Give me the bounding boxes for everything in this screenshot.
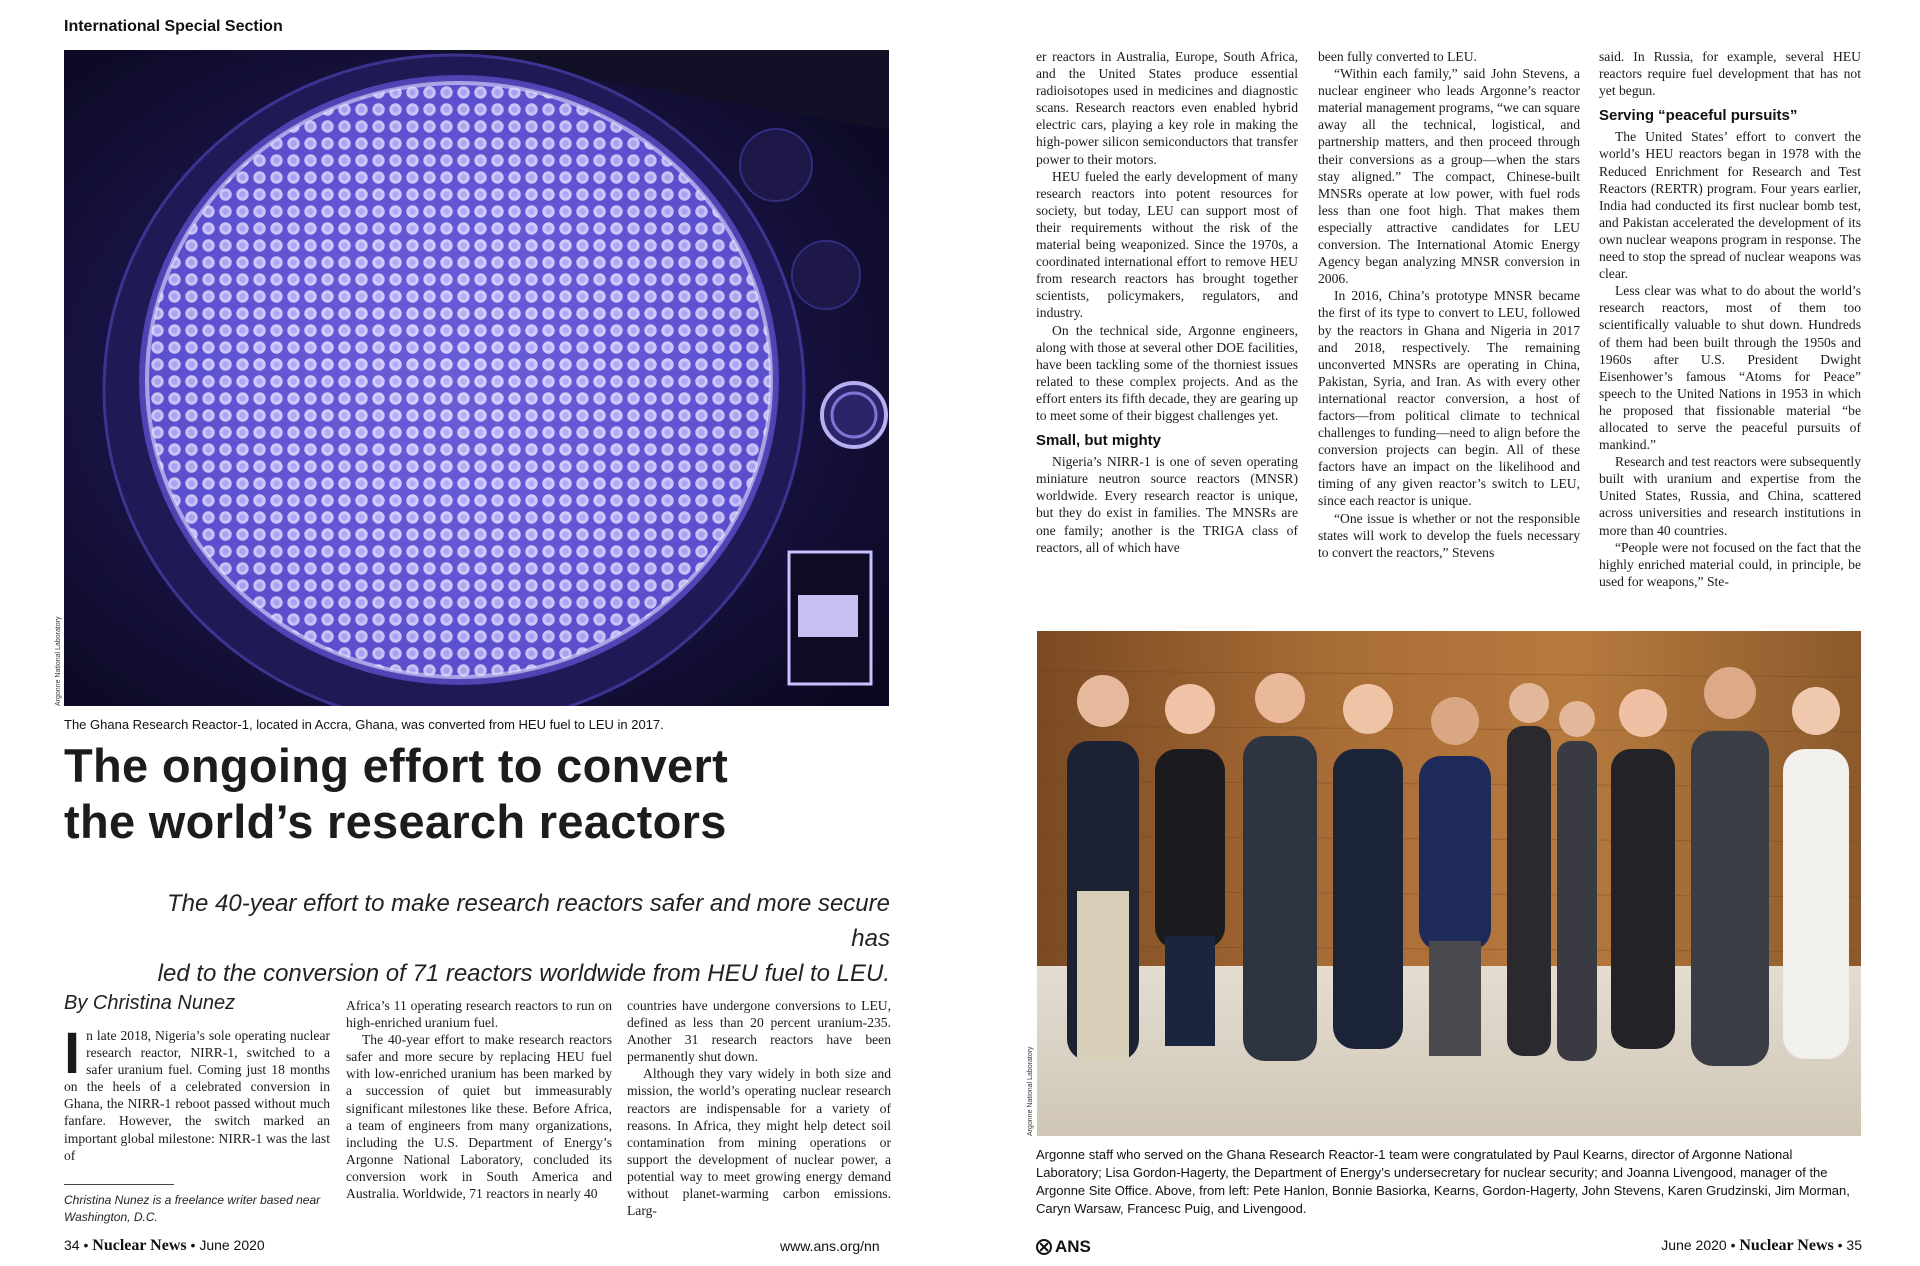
paragraph: Less clear was what to do about the world’s research reactors, most of them too scientifically valuable to shut down. Hundreds of them had been built through the 1950s and 1960s after U.S. President Dwight Eisenhower’s famous “Atoms for Peace” speech to the United Nations in 1953 in which he proposed that fissionable material “be allocated to serve the peaceful pursuits of mankind.” — [1599, 283, 1861, 453]
reactor-core-illustration — [64, 50, 889, 706]
text-column — [64, 1021, 330, 1164]
photo-caption: Argonne staff who served on the Ghana Research Reactor-1 team were congratulated by Paul Kearns, director of Argonne National Laboratory; Lisa Gordon-Hagerty, the Department of Energy’s undersecretary for nuclear security; and Joanna Livengood, manager of the Argonne Site Office. Above, from left: Pete Hanlon, Bonnie Basiorka, Kearns, Gordon-Hagerty, John Stevens, Karen Grudzinski, Jim Morman, Caryn Warsaw, Francesc Puig, and Livengood. — [1036, 1147, 1850, 1216]
bio-divider — [64, 1184, 174, 1185]
paragraph: HEU fueled the early development of many research reactors into potent resources for society, but today, LEU can support most of their requirements without the risk of the material being weaponized. Since the 1970s, a coordinated international effort to remove HEU from research reactors has brought together scientists, policymakers, regulators, and industry. — [1036, 168, 1298, 321]
subheading: Serving “peaceful pursuits” — [1599, 107, 1798, 125]
paragraph: “Within each family,” said John Stevens, a nuclear engineer who leads Argonne’s reactor material management programs, “we can square away all the technical, logistical, and partnership matters, and then proceed through their conversions as a group—when the stars stay aligned.” The compact, Chinese-built MNSRs operate at low power, with fuel rods less than one foot high. That makes them especially attractive candidates for LEU conversion. The International Atomic Energy Agency began analyzing MNSR conversion in 2006. — [1318, 66, 1580, 287]
team-photo-illustration — [1037, 631, 1861, 1136]
paragraph: countries have undergone conversions to LEU, defined as less than 20 percent uranium-235. Another 31 research reactors have been permanently shut down. — [627, 998, 891, 1065]
logo-text: ANS — [1055, 1237, 1091, 1256]
paragraph: said. In Russia, for example, several HEU reactors require fuel development that has not yet begun. — [1599, 49, 1861, 99]
paragraph: been fully converted to LEU. — [1318, 49, 1477, 64]
paragraph: The United States’ effort to convert the world’s HEU reactors began in 1978 with the Reduced Enrichment for Research and Test Reactors (RERTR) program. Four years earlier, India had conducted its first nuclear bomb test, and Pakistan accelerated the development of its own nuclear weapons program in response. The need to stop the spread of nuclear weapons was clear. — [1599, 129, 1861, 282]
paragraph: Africa’s 11 operating research reactors to run on high-enriched uranium fuel. — [346, 998, 612, 1031]
website-link[interactable]: www.ans.org/nn — [780, 1238, 880, 1254]
left-folio: 34 • Nuclear News • June 2020 — [64, 1237, 265, 1254]
headline-line: The ongoing effort to convert — [64, 739, 729, 792]
paragraph: The 40-year effort to make research reactors safer and more secure by replacing HEU fuel with low-enriched uranium has been marked by a succession of quiet but immeasurably significant milestones like these. Before Africa, a team of engineers from many organizations, including the U.S. Department of Energy’s Argonne National Laboratory, concluded its conversion work in South America and Australia. Worldwide, 71 reactors in nearly 40 — [346, 1032, 612, 1202]
paragraph: Although they vary widely in both size and mission, the world’s operating nuclear research reactors are indispensable for a variety of reasons. In Africa, they might help detect soil contamination from mining operations or support the development of nuclear power, a potential way to meet growing energy demand without planet-warming carbon emissions. Larg- — [627, 1066, 891, 1219]
reactor-core-photo — [64, 50, 889, 706]
text-column — [1036, 48, 1298, 556]
ans-logo — [1036, 1237, 1091, 1257]
paragraph — [64, 1021, 330, 1164]
text-column — [1599, 48, 1861, 590]
paragraph: “People were not focused on the fact that the highly enriched material could, in principle, be used for weapons,” Ste- — [1599, 539, 1861, 589]
text-column — [1318, 48, 1580, 561]
paragraph: Nigeria’s NIRR-1 is one of seven operating miniature neutron source reactors (MNSR) worldwide. Every research reactor is unique, but they do exist in families. The MNSRs are one family; another is the TRIGA class of reactors, all of which have — [1036, 454, 1298, 555]
photo-credit: Argonne National Laboratory — [55, 616, 62, 706]
paragraph: er reactors in Australia, Europe, South Africa, and the United States produce essential radioisotopes used in medicines and diagnostic scans. Research reactors even enabled hybrid electric cars, playing a key role in making the high-power silicon semiconductors that transfer power to their motors. — [1036, 49, 1298, 167]
deck-line: The 40-year effort to make research reactors safer and more secure has — [167, 890, 890, 952]
magazine-name: Nuclear News — [1739, 1237, 1834, 1254]
author-bio: Christina Nunez is a freelance writer based near Washington, D.C. — [64, 1193, 321, 1224]
page-number: 34 — [64, 1237, 80, 1253]
headline-line: the world’s research reactors — [64, 795, 727, 848]
team-photo — [1037, 631, 1861, 1136]
byline: By Christina Nunez — [64, 992, 236, 1014]
issue-date: June 2020 — [1661, 1237, 1727, 1253]
headline — [64, 738, 824, 850]
deck-line: led to the conversion of 71 reactors worldwide from HEU fuel to LEU. — [157, 960, 890, 987]
paragraph: Research and test reactors were subsequently built with uranium and expertise from the United States, Russia, and China, scattered across universities and research institutions in more than 40 countries. — [1599, 454, 1861, 538]
magazine-name: Nuclear News — [92, 1237, 187, 1254]
ans-mark-icon — [1036, 1239, 1052, 1255]
deck — [130, 886, 890, 991]
text-column — [346, 997, 612, 1202]
paragraph: “One issue is whether or not the responsible states will work to develop the fuels necessary to convert the reactors,” Stevens — [1318, 510, 1580, 560]
section-label: International Special Section — [64, 18, 283, 35]
page-number: 35 — [1846, 1237, 1862, 1253]
paragraph: In 2016, China’s prototype MNSR became the first of its type to convert to LEU, followed by the reactors in Ghana and Nigeria in 2017 and 2018, respectively. The remaining unconverted MNSRs are operating in China, Pakistan, Syria, and Iran. As with every other international reactor conversion, a host of factors—from political climate to technical challenges to funding—need to align before the conversion projects can begin. All of these factors have an impact on the likelihood and timing of any given reactor’s switch to LEU, since each reactor is unique. — [1318, 288, 1580, 509]
right-folio: June 2020 • Nuclear News • 35 — [1661, 1237, 1862, 1254]
photo-credit: Argonne National Laboratory — [1027, 1046, 1034, 1136]
photo-caption: The Ghana Research Reactor-1, located in Accra, Ghana, was converted from HEU fuel to LEU in 2017. — [64, 717, 664, 732]
issue-date: June 2020 — [199, 1237, 265, 1253]
drop-cap: I — [64, 1021, 81, 1086]
subheading: Small, but mighty — [1036, 432, 1162, 450]
paragraph: On the technical side, Argonne engineers, along with those at several other DOE facilities, have been tackling some of the thorniest issues related to these complex projects. And as the effort enters its fifth decade, they are gearing up to meet some of their biggest challenges yet. — [1036, 322, 1298, 423]
text-column — [627, 997, 891, 1219]
paragraph-text: n late 2018, Nigeria’s sole operating nuclear research reactor, NIRR-1, switched to a safer uranium fuel. Coming just 18 months on the heels of a celebrated conversion in Ghana, the NIRR-1 reboot passed without much fanfare. However, the switch marked an important global milestone: NIRR-1 was the last of — [64, 1028, 330, 1163]
